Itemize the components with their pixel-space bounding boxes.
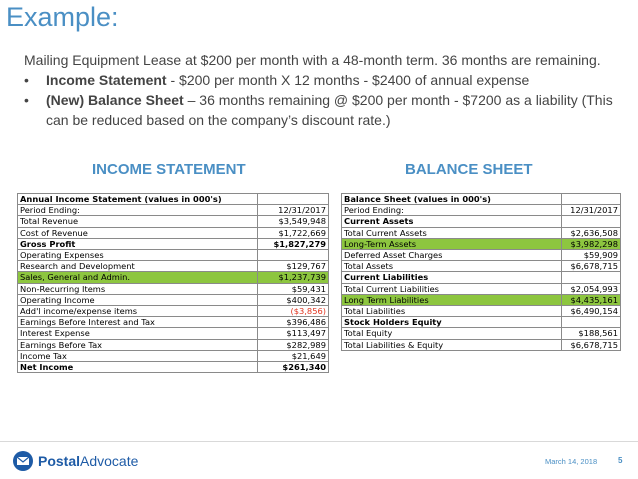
table-header-cell: Annual Income Statement (values in 000's) [18,194,258,205]
table-header-row [18,194,329,205]
income-statement-heading: INCOME STATEMENT [92,161,246,178]
row-label: Income Tax [18,350,258,361]
row-label: Total Liabilities & Equity [342,339,562,350]
row-label: Current Assets [342,216,562,227]
table-row [18,317,329,328]
row-label: Total Revenue [18,216,258,227]
row-value: $59,431 [258,283,329,294]
bullet-item [24,90,624,130]
row-label: Period Ending: [342,205,562,216]
row-label: Total Liabilities [342,306,562,317]
table-row [342,250,621,261]
table-row [342,328,621,339]
row-label: Earnings Before Tax [18,339,258,350]
table-row [342,317,621,328]
row-value: $3,549,948 [258,216,329,227]
table-row [18,350,329,361]
row-value: $59,909 [562,250,621,261]
row-label: Operating Income [18,294,258,305]
row-value: $129,767 [258,261,329,272]
row-value: $1,237,739 [258,272,329,283]
envelope-globe-icon [12,450,34,472]
row-label: Total Equity [342,328,562,339]
row-value [562,272,621,283]
row-label: Gross Profit [18,238,258,249]
table-row [18,306,329,317]
row-label: Period Ending: [18,205,258,216]
bullet-bold-text: (New) Balance Sheet [46,92,184,108]
table-row [18,294,329,305]
table-row [18,283,329,294]
table-row [18,205,329,216]
row-label: Research and Development [18,261,258,272]
row-value: $261,340 [258,362,329,373]
row-label: Non-Recurring Items [18,283,258,294]
logo-wordmark [38,453,138,469]
table-row [18,227,329,238]
bullet-body-text: – 36 months remaining @ $200 per month - $7200 as a liability (This can be reduced based on the company’s discount rate.) [46,92,613,128]
row-label: Operating Expenses [18,250,258,261]
row-value: ($3,856) [258,306,329,317]
bullet-list [24,70,624,130]
row-value: 12/31/2017 [562,205,621,216]
table-row [342,294,621,305]
balance-sheet-table [341,193,621,351]
bullet-text [46,90,624,130]
bullet-marker: • [24,92,29,108]
row-value: $1,722,669 [258,227,329,238]
table-header-cell [562,194,621,205]
row-value: $6,490,154 [562,306,621,317]
footer-date: March 14, 2018 [545,457,598,466]
row-value [258,250,329,261]
row-value: $282,989 [258,339,329,350]
balance-sheet-heading: BALANCE SHEET [405,161,533,178]
row-value: $188,561 [562,328,621,339]
table-row [342,261,621,272]
row-value: $396,486 [258,317,329,328]
bullet-marker: • [24,72,29,88]
table-row [342,283,621,294]
row-value: 12/31/2017 [258,205,329,216]
company-logo [12,450,138,472]
table-header-cell [258,194,329,205]
table-row [342,227,621,238]
row-label: Total Assets [342,261,562,272]
row-value: $21,649 [258,350,329,361]
table-row [342,272,621,283]
table-row [18,261,329,272]
row-value [562,317,621,328]
bullet-body-text: - $200 per month X 12 months - $2400 of annual expense [166,72,530,88]
row-value [562,216,621,227]
table-row [342,339,621,350]
table-header-row [342,194,621,205]
row-label: Net Income [18,362,258,373]
row-label: Current Liabilities [342,272,562,283]
bullet-text [46,70,529,90]
row-label: Deferred Asset Charges [342,250,562,261]
row-value: $113,497 [258,328,329,339]
table-row [342,238,621,249]
row-label: Total Current Liabilities [342,283,562,294]
row-value: $6,678,715 [562,339,621,350]
table-row [342,306,621,317]
row-value: $6,678,715 [562,261,621,272]
logo-wordmark-bold: Postal [38,453,81,469]
table-row [18,328,329,339]
income-statement-table [17,193,329,373]
row-value: $2,636,508 [562,227,621,238]
table-row [18,272,329,283]
bullet-item [24,70,624,90]
table-row [342,205,621,216]
row-label: Add'l income/expense items [18,306,258,317]
table-row [18,216,329,227]
row-value: $2,054,993 [562,283,621,294]
table-row [18,250,329,261]
row-label: Sales, General and Admin. [18,272,258,283]
row-label: Interest Expense [18,328,258,339]
row-label: Long-Term Assets [342,238,562,249]
bullet-bold-text: Income Statement [46,72,167,88]
footer-divider [0,441,638,442]
row-value: $4,435,161 [562,294,621,305]
row-value: $1,827,279 [258,238,329,249]
intro-text: Mailing Equipment Lease at $200 per month with a 48-month term. 36 months are remaining. [24,52,601,68]
table-row [18,339,329,350]
table-row [18,238,329,249]
row-label: Cost of Revenue [18,227,258,238]
table-header-cell: Balance Sheet (values in 000's) [342,194,562,205]
logo-wordmark-light: Advocate [80,453,139,469]
page-number: 5 [618,456,623,465]
slide-title: Example: [6,2,119,32]
row-label: Long Term Liabilities [342,294,562,305]
row-value: $3,982,298 [562,238,621,249]
row-value: $400,342 [258,294,329,305]
row-label: Earnings Before Interest and Tax [18,317,258,328]
row-label: Stock Holders Equity [342,317,562,328]
table-row [342,216,621,227]
table-row [18,362,329,373]
row-label: Total Current Assets [342,227,562,238]
